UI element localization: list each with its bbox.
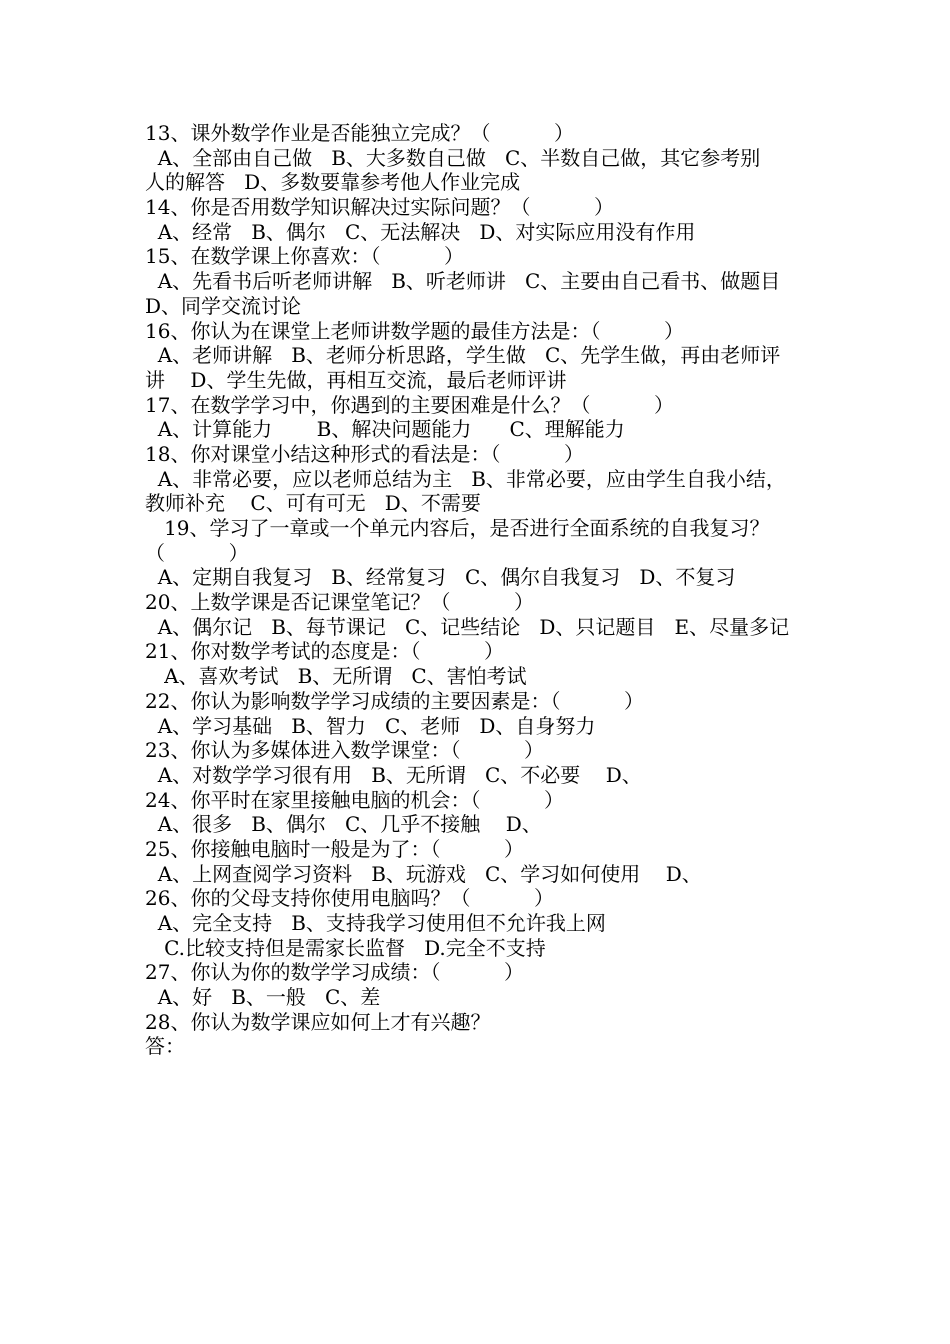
text-line: 教师补充 C、可有可无 D、不需要: [145, 491, 481, 516]
text-line: 15、在数学课上你喜欢：（ ）: [145, 244, 465, 269]
questionnaire-text: [145, 121, 835, 1059]
text-line: A、计算能力 B、解决问题能力 C、理解能力: [145, 417, 625, 442]
text-line: A、上网查阅学习资料 B、玩游戏 C、学习如何使用 D、: [145, 861, 702, 886]
text-line: A、喜欢考试 B、无所谓 C、害怕考试: [145, 664, 527, 689]
text-line: 14、你是否用数学知识解决过实际问题？（ ）: [145, 195, 615, 220]
text-line: A、对数学学习很有用 B、无所谓 C、不必要 D、: [145, 762, 642, 787]
text-line: A、偶尔记 B、每节课记 C、记些结论 D、只记题目 E、尽量多记: [145, 614, 790, 639]
text-line: C.比较支持但是需家长监督 D.完全不支持: [145, 935, 546, 960]
text-line: 20、上数学课是否记课堂笔记？（ ）: [145, 590, 535, 615]
text-line: 21、你对数学考试的态度是：（ ）: [145, 639, 505, 664]
text-line: 26、你的父母支持你使用电脑吗？（ ）: [145, 886, 555, 911]
text-line: 18、你对课堂小结这种形式的看法是：（ ）: [145, 441, 585, 466]
text-line: 讲 D、学生先做，再相互交流，最后老师评讲: [145, 367, 567, 392]
text-line: A、很多 B、偶尔 C、几乎不接触 D、: [145, 812, 542, 837]
text-line: 13、课外数学作业是否能独立完成？（ ）: [145, 121, 575, 145]
text-line: 25、你接触电脑时一般是为了：（ ）: [145, 836, 525, 861]
text-line: A、非常必要，应以老师总结为主 B、非常必要，应由学生自我小结，: [145, 466, 786, 491]
text-line: 16、你认为在课堂上老师讲数学题的最佳方法是：（ ）: [145, 318, 685, 343]
text-line: 22、你认为影响数学学习成绩的主要因素是：（ ）: [145, 688, 645, 713]
text-line: 人的解答 D、多数要靠参考他人作业完成: [145, 170, 521, 195]
text-line: （ ）: [145, 540, 249, 565]
text-line: A、老师讲解 B、老师分析思路，学生做 C、先学生做，再由老师评: [145, 343, 781, 368]
text-line: D、同学交流讨论: [145, 293, 302, 318]
text-line: 答：: [145, 1034, 185, 1059]
text-line: 27、你认为你的数学学习成绩：（ ）: [145, 960, 525, 985]
text-line: 24、你平时在家里接触电脑的机会：（ ）: [145, 787, 565, 812]
text-line: A、完全支持 B、支持我学习使用但不允许我上网: [145, 911, 606, 935]
text-line: 23、你认为多媒体进入数学课堂：（ ）: [145, 738, 545, 763]
text-line: 19、学习了一章或一个单元内容后，是否进行全面系统的自我复习？: [145, 516, 770, 540]
text-line: A、学习基础 B、智力 C、老师 D、自身努力: [145, 713, 596, 738]
text-line: A、先看书后听老师讲解 B、听老师讲 C、主要由自己看书、做题目: [145, 269, 781, 294]
text-line: A、经常 B、偶尔 C、无法解决 D、对实际应用没有作用: [145, 219, 696, 244]
text-line: A、全部由自己做 B、大多数自己做 C、半数自己做，其它参考别: [145, 145, 761, 170]
text-line: 17、在数学学习中，你遇到的主要困难是什么？（ ）: [145, 392, 675, 417]
text-line: A、好 B、一般 C、差: [145, 985, 381, 1010]
text-line: 28、你认为数学课应如何上才有兴趣？: [145, 1009, 491, 1034]
text-line: A、定期自我复习 B、经常复习 C、偶尔自我复习 D、不复习: [145, 565, 736, 590]
